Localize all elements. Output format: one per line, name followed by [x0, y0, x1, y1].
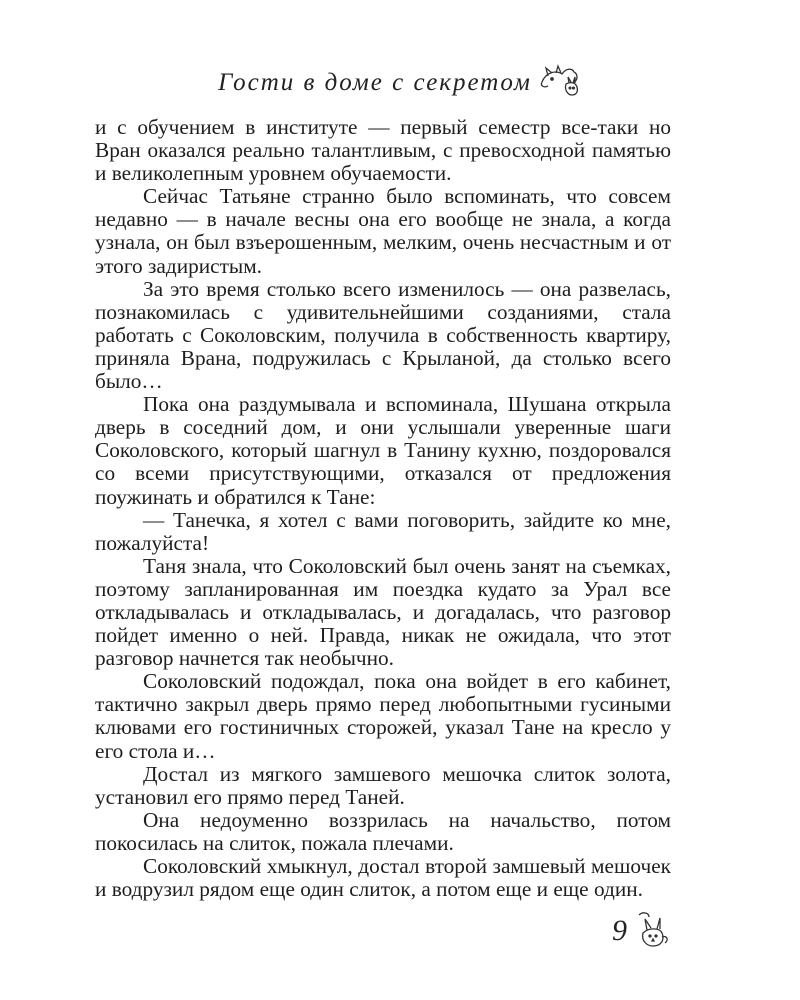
paragraph: Пока она раздумывала и вспоминала, Шушана открыла дверь в соседний дом, и они услышали уверенные шаги Соколовского, который шагнул в Танину кухню, поздоровался со всеми присутствующими, отказался от предложения поужинать и обратился к Тане:	[95, 392, 671, 509]
text-body	[95, 116, 671, 901]
paragraph: Соколовский хмыкнул, достал второй замшевый мешочек и водрузил рядом еще один слиток, а потом еще и еще один.	[95, 854, 671, 902]
page-number: 9	[612, 913, 627, 947]
cat-rabbit-vignette-icon	[635, 907, 671, 954]
page-footer	[612, 907, 671, 954]
paragraph: Таня знала, что Соколовский был очень занят на съемках, поэтому запланированная им поездка кудато за Урал все откладывалась и откладывалась, и догадалась, что разговор пойдет именно о ней. Правда, никак не ожидала, что этот разговор начнется так необычно.	[95, 553, 671, 671]
cat-rabbit-vignette-icon	[538, 62, 582, 103]
paragraph: Она недоуменно воззрилась на начальство, потом покосилась на слиток, пожала плечами.	[95, 807, 671, 855]
running-header	[0, 62, 800, 103]
paragraph: За это время столько всего изменилось — она развелась, познакомилась с удивительнейшими созданиями, стала работать с Соколовским, получила в собственность квартиру, приняла Врана, подружилась с Крыланой, да столько всего было…	[95, 276, 671, 394]
paragraph: Соколовский подождал, пока она войдет в его кабинет, тактично закрыл дверь прямо перед любопытными гусиными клювами его гостиничных сторожей, указал Тане на кресло у его стола и…	[95, 669, 671, 763]
paragraph: и с обучением в институте — первый семестр все-таки но Вран оказался реально талантливым, с превосходной памятью и великолепным уровнем обучаемости.	[95, 115, 671, 186]
book-title: Гости в доме с секретом	[218, 68, 532, 96]
paragraph: — Танечка, я хотел с вами поговорить, зайдите ко мне, пожалуйста!	[95, 507, 671, 555]
paragraph: Сейчас Татьяне странно было вспоминать, что совсем недавно — в начале весны она его вообще не знала, а когда узнала, он был взъерошенным, мелким, очень несчастным и от этого задиристым.	[95, 184, 671, 278]
paragraph: Достал из мягкого замшевого мешочка слиток золота, установил его прямо перед Таней.	[95, 761, 671, 809]
